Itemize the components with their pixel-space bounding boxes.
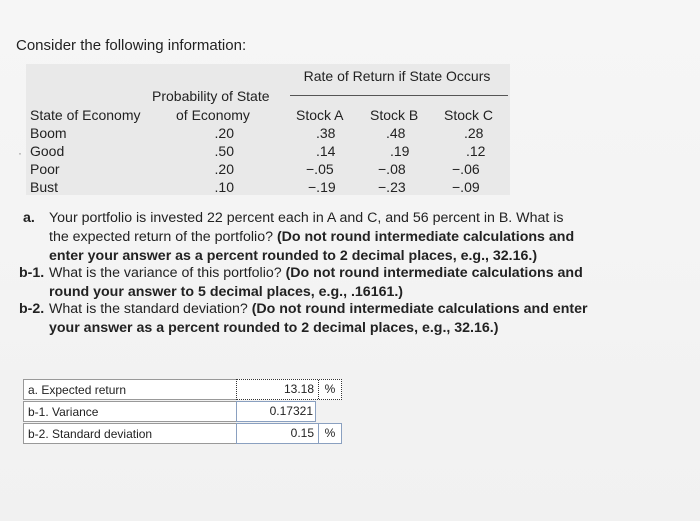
row-b: −.23	[378, 179, 406, 195]
answer-spacer	[213, 423, 236, 444]
question-b2-instruction: (Do not round intermediate calculations and enter	[251, 301, 588, 317]
row-prob: .50	[214, 143, 234, 159]
row-a: .14	[316, 143, 336, 159]
expected-return-input[interactable]	[236, 379, 342, 400]
row-c: −.06	[452, 161, 480, 177]
expected-return-value: 13.18	[283, 382, 314, 396]
question-a-label: a.	[23, 210, 35, 226]
row-prob: .10	[214, 179, 234, 195]
intro-text: Consider the following information:	[16, 37, 247, 54]
standard-deviation-input[interactable]	[236, 423, 342, 444]
header-prob-line1: Probability of State	[152, 88, 270, 104]
row-state: Poor	[30, 161, 60, 177]
question-b2	[19, 300, 679, 340]
answer-spacer	[213, 379, 236, 400]
question-b1	[19, 264, 659, 304]
row-c: .12	[466, 143, 486, 159]
row-b: .48	[386, 125, 406, 141]
variance-value: 0.17321	[269, 404, 313, 418]
row-b: −.08	[378, 161, 406, 177]
returns-table	[26, 64, 510, 195]
question-b1-instruction: (Do not round intermediate calculations and	[285, 265, 583, 281]
row-c: −.09	[452, 179, 480, 195]
row-a: .38	[316, 125, 336, 141]
answer-table	[23, 379, 336, 445]
row-c: .28	[464, 125, 484, 141]
bullet-dot: ·	[18, 146, 22, 160]
row-state: Good	[30, 143, 65, 159]
question-b2-line1: What is the standard deviation?	[49, 301, 252, 317]
row-state: Boom	[30, 125, 67, 141]
group-header-rule	[290, 95, 508, 96]
answer-row-variance	[23, 401, 331, 423]
answer-label: a. Expected return	[23, 379, 213, 400]
question-b1-instruction-cont: round your answer to 5 decimal places, e.g., .16161.)	[49, 284, 404, 300]
variance-input[interactable]	[236, 401, 316, 422]
question-a	[23, 209, 663, 269]
question-a-instruction-cont: enter your answer as a percent rounded to 2 decimal places, e.g., 32.16.)	[49, 248, 538, 264]
question-b1-line1: What is the variance of this portfolio?	[49, 265, 286, 281]
answer-row-expected-return	[23, 379, 336, 401]
standard-deviation-value: 0.15	[290, 426, 314, 440]
question-a-instruction: (Do not round intermediate calculations and	[276, 229, 575, 245]
row-prob: .20	[214, 125, 234, 141]
row-prob: .20	[214, 161, 234, 177]
row-a: −.19	[308, 179, 336, 195]
percent-unit: %	[318, 424, 341, 443]
question-b2-label: b-2.	[19, 301, 45, 317]
header-stock-b: Stock B	[370, 107, 419, 123]
answer-spacer	[213, 401, 236, 422]
question-a-line1: Your portfolio is invested 22 percent each in A and C, and 56 percent in B. What is	[49, 210, 564, 226]
header-state: State of Economy	[30, 107, 141, 123]
header-prob-line2: of Economy	[176, 107, 250, 123]
header-stock-a: Stock A	[296, 107, 344, 123]
row-state: Bust	[30, 179, 59, 195]
row-b: .19	[390, 143, 410, 159]
percent-unit: %	[318, 380, 341, 399]
answer-row-standard-deviation	[23, 423, 336, 445]
answer-label: b-2. Standard deviation	[23, 423, 213, 444]
question-a-line2: the expected return of the portfolio?	[49, 229, 277, 245]
header-stock-c: Stock C	[444, 107, 494, 123]
answer-label: b-1. Variance	[23, 401, 213, 422]
question-b2-instruction-cont: your answer as a percent rounded to 2 decimal places, e.g., 32.16.)	[49, 320, 499, 336]
group-header: Rate of Return if State Occurs	[303, 68, 491, 84]
row-a: −.05	[306, 161, 334, 177]
question-b1-label: b-1.	[19, 265, 45, 281]
